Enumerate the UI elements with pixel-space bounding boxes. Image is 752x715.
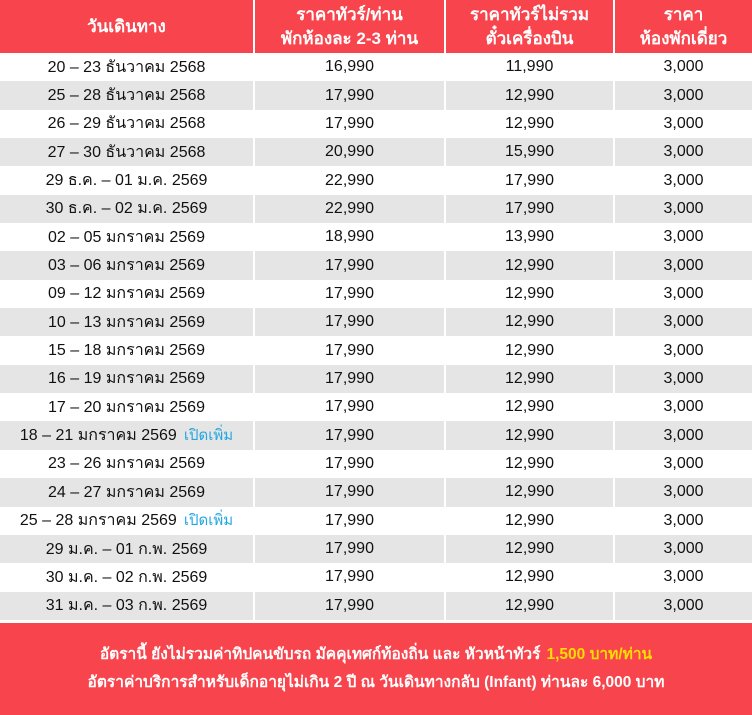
price-per-person-cell: 22,990 bbox=[254, 195, 445, 223]
single-room-cell: 3,000 bbox=[614, 478, 752, 506]
table-row bbox=[0, 336, 752, 364]
single-room-cell: 3,000 bbox=[614, 81, 752, 109]
table-row bbox=[0, 195, 752, 223]
price-per-person-cell: 17,990 bbox=[254, 336, 445, 364]
date-text: 25 – 28 ธันวาคม 2568 bbox=[47, 87, 206, 105]
price-no-flight-cell: 12,990 bbox=[445, 393, 614, 421]
single-room-cell: 3,000 bbox=[614, 507, 752, 535]
single-room-cell: 3,000 bbox=[614, 336, 752, 364]
table-row bbox=[0, 592, 752, 620]
table-row bbox=[0, 223, 752, 251]
date-text: 18 – 21 มกราคม 2569 bbox=[19, 427, 177, 445]
price-no-flight-cell: 12,990 bbox=[445, 507, 614, 535]
table-body bbox=[0, 53, 752, 620]
price-no-flight-cell: 12,990 bbox=[445, 365, 614, 393]
date-text: 15 – 18 มกราคม 2569 bbox=[48, 342, 205, 360]
date-text: 10 – 13 มกราคม 2569 bbox=[48, 313, 205, 331]
price-no-flight-cell: 12,990 bbox=[445, 592, 614, 620]
date-text: 17 – 20 มกราคม 2569 bbox=[48, 398, 205, 416]
date-text: 29 ม.ค. – 01 ก.พ. 2569 bbox=[45, 540, 208, 558]
col-header-line: ห้องพักเดี่ยว bbox=[639, 28, 728, 48]
single-room-cell: 3,000 bbox=[614, 138, 752, 166]
table-row bbox=[0, 251, 752, 279]
single-room-cell: 3,000 bbox=[614, 223, 752, 251]
price-no-flight-cell: 17,990 bbox=[445, 195, 614, 223]
col-header-single-room bbox=[614, 0, 752, 53]
date-cell bbox=[0, 478, 254, 506]
price-per-person-cell: 17,990 bbox=[254, 478, 445, 506]
table-row bbox=[0, 535, 752, 563]
col-header-price-no-flight bbox=[445, 0, 614, 53]
table-row bbox=[0, 393, 752, 421]
price-no-flight-cell: 12,990 bbox=[445, 251, 614, 279]
price-per-person-cell: 17,990 bbox=[254, 280, 445, 308]
single-room-cell: 3,000 bbox=[614, 393, 752, 421]
date-text: 24 – 27 มกราคม 2569 bbox=[48, 483, 205, 501]
single-room-cell: 3,000 bbox=[614, 421, 752, 449]
single-room-cell: 3,000 bbox=[614, 592, 752, 620]
price-per-person-cell: 17,990 bbox=[254, 251, 445, 279]
date-text: 23 – 26 มกราคม 2569 bbox=[48, 455, 205, 473]
price-per-person-cell: 16,990 bbox=[254, 53, 445, 81]
date-cell bbox=[0, 563, 254, 591]
table-row bbox=[0, 563, 752, 591]
col-header-line: ราคาทัวร์/ท่าน bbox=[296, 4, 403, 24]
date-text: 09 – 12 มกราคม 2569 bbox=[48, 285, 205, 303]
col-header-line: วันเดินทาง bbox=[87, 16, 166, 36]
single-room-cell: 3,000 bbox=[614, 365, 752, 393]
footer-tips-text: อัตรานี้ ยังไม่รวมค่าทิปคนขับรถ มัคคุเทศก์ท้องถิ่น และ หัวหน้าทัวร์ bbox=[99, 645, 541, 663]
price-no-flight-cell: 15,990 bbox=[445, 138, 614, 166]
single-room-cell: 3,000 bbox=[614, 110, 752, 138]
single-room-cell: 3,000 bbox=[614, 251, 752, 279]
price-per-person-cell: 17,990 bbox=[254, 421, 445, 449]
price-no-flight-cell: 12,990 bbox=[445, 110, 614, 138]
date-cell bbox=[0, 138, 254, 166]
single-room-cell: 3,000 bbox=[614, 195, 752, 223]
table-row bbox=[0, 81, 752, 109]
date-cell bbox=[0, 251, 254, 279]
date-text: 02 – 05 มกราคม 2569 bbox=[48, 228, 205, 246]
col-header-line: ตั๋วเครื่องบิน bbox=[485, 28, 574, 48]
price-per-person-cell: 18,990 bbox=[254, 223, 445, 251]
single-room-cell: 3,000 bbox=[614, 535, 752, 563]
single-room-cell: 3,000 bbox=[614, 563, 752, 591]
price-per-person-cell: 17,990 bbox=[254, 507, 445, 535]
price-per-person-cell: 17,990 bbox=[254, 308, 445, 336]
table-header bbox=[0, 0, 752, 53]
table-row bbox=[0, 478, 752, 506]
date-cell bbox=[0, 81, 254, 109]
date-cell bbox=[0, 195, 254, 223]
table-row bbox=[0, 507, 752, 535]
date-text: 31 ม.ค. – 03 ก.พ. 2569 bbox=[45, 597, 208, 615]
table-row bbox=[0, 365, 752, 393]
date-cell bbox=[0, 507, 254, 535]
price-no-flight-cell: 17,990 bbox=[445, 166, 614, 194]
date-text: 20 – 23 ธันวาคม 2568 bbox=[47, 58, 206, 76]
date-text: 29 ธ.ค. – 01 ม.ค. 2569 bbox=[45, 172, 208, 190]
date-cell bbox=[0, 308, 254, 336]
price-no-flight-cell: 12,990 bbox=[445, 535, 614, 563]
price-no-flight-cell: 12,990 bbox=[445, 450, 614, 478]
date-text: 03 – 06 มกราคม 2569 bbox=[48, 257, 205, 275]
price-per-person-cell: 17,990 bbox=[254, 563, 445, 591]
price-per-person-cell: 17,990 bbox=[254, 393, 445, 421]
date-text: 30 ม.ค. – 02 ก.พ. 2569 bbox=[45, 568, 208, 586]
single-room-cell: 3,000 bbox=[614, 280, 752, 308]
footer-tips-price-highlight: 1,500 บาท/ท่าน bbox=[546, 645, 653, 663]
date-cell bbox=[0, 223, 254, 251]
price-per-person-cell: 17,990 bbox=[254, 450, 445, 478]
table-row bbox=[0, 166, 752, 194]
date-cell bbox=[0, 336, 254, 364]
date-cell bbox=[0, 535, 254, 563]
single-room-cell: 3,000 bbox=[614, 166, 752, 194]
date-cell bbox=[0, 450, 254, 478]
price-per-person-cell: 17,990 bbox=[254, 535, 445, 563]
date-note-extra-departure: เปิดเพิ่ม bbox=[183, 427, 234, 445]
footer-note bbox=[0, 623, 752, 715]
single-room-cell: 3,000 bbox=[614, 308, 752, 336]
single-room-cell: 3,000 bbox=[614, 53, 752, 81]
price-no-flight-cell: 12,990 bbox=[445, 563, 614, 591]
single-room-cell: 3,000 bbox=[614, 450, 752, 478]
price-per-person-cell: 17,990 bbox=[254, 365, 445, 393]
price-no-flight-cell: 12,990 bbox=[445, 81, 614, 109]
price-no-flight-cell: 12,990 bbox=[445, 280, 614, 308]
price-no-flight-cell: 12,990 bbox=[445, 308, 614, 336]
date-cell bbox=[0, 393, 254, 421]
table-row bbox=[0, 138, 752, 166]
col-header-travel-date bbox=[0, 0, 254, 53]
price-no-flight-cell: 11,990 bbox=[445, 53, 614, 81]
table-row bbox=[0, 110, 752, 138]
price-per-person-cell: 17,990 bbox=[254, 81, 445, 109]
price-per-person-cell: 22,990 bbox=[254, 166, 445, 194]
col-header-line: พักห้องละ 2-3 ท่าน bbox=[280, 28, 419, 48]
price-per-person-cell: 17,990 bbox=[254, 592, 445, 620]
price-per-person-cell: 17,990 bbox=[254, 110, 445, 138]
date-cell bbox=[0, 365, 254, 393]
table-row bbox=[0, 280, 752, 308]
date-text: 25 – 28 มกราคม 2569 bbox=[19, 512, 177, 530]
date-cell bbox=[0, 280, 254, 308]
table-row bbox=[0, 450, 752, 478]
footer-line-infant: อัตราค่าบริการสำหรับเด็กอายุไม่เกิน 2 ปี ณ วันเดินทางกลับ (Infant) ท่านละ 6,000 บาท bbox=[87, 673, 665, 691]
date-text: 27 – 30 ธันวาคม 2568 bbox=[47, 143, 206, 161]
price-no-flight-cell: 13,990 bbox=[445, 223, 614, 251]
date-cell bbox=[0, 592, 254, 620]
price-no-flight-cell: 12,990 bbox=[445, 421, 614, 449]
col-header-price-per-person bbox=[254, 0, 445, 53]
date-cell bbox=[0, 166, 254, 194]
date-cell bbox=[0, 110, 254, 138]
header-row bbox=[0, 0, 752, 53]
price-no-flight-cell: 12,990 bbox=[445, 336, 614, 364]
price-per-person-cell: 20,990 bbox=[254, 138, 445, 166]
date-cell bbox=[0, 53, 254, 81]
date-note-extra-departure: เปิดเพิ่ม bbox=[183, 512, 234, 530]
date-cell bbox=[0, 421, 254, 449]
date-text: 16 – 19 มกราคม 2569 bbox=[48, 370, 205, 388]
col-header-line: ราคา bbox=[663, 4, 704, 24]
price-no-flight-cell: 12,990 bbox=[445, 478, 614, 506]
table-row bbox=[0, 421, 752, 449]
date-text: 30 ธ.ค. – 02 ม.ค. 2569 bbox=[45, 200, 208, 218]
footer-line-tips bbox=[100, 641, 652, 669]
table-row bbox=[0, 53, 752, 81]
date-text: 26 – 29 ธันวาคม 2568 bbox=[47, 115, 206, 133]
col-header-line: ราคาทัวร์ไม่รวม bbox=[469, 4, 590, 24]
table-row bbox=[0, 308, 752, 336]
